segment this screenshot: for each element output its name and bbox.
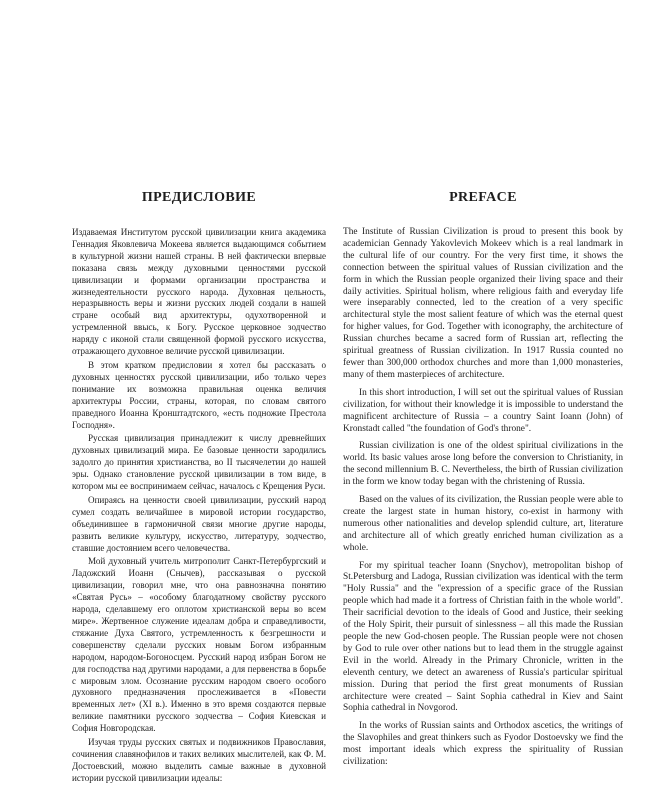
english-body	[343, 227, 623, 775]
russian-paragraph: Опираясь на ценности своей цивилизации, русский народ сумел создать величайшее в мировой истории государство, объединившее в гармоничной связи многие другие народы, развить великие культуру, искусство, литературу, зодчество, ставшие достоянием всего человечества.	[72, 494, 326, 553]
russian-paragraph: Русская цивилизация принадлежит к числу древнейших духовных цивилизаций мира. Ее базовые ценности зародились задолго до принятия христианства, во II тысячелетии до нашей эры. Однако становление русской цивилизации в том виде, в котором мы ее воспринимаем сейчас, началось с Крещения Руси.	[72, 433, 326, 492]
russian-body	[72, 227, 326, 787]
english-paragraph: The Institute of Russian Civilization is proud to present this book by academician Gennady Yakovlevich Mokeev which is a real landmark in the cultural life of our country. For the very first time, it shows the connection between the spiritual values of Russian civilization and the form in which the Russian people organized their living space and their daily activities. Spiritual holism, where religious faith and everyday life were inseparably connected, led to the creation of a very specific architectural style the most salient feature of which was the eternal quest for higher values, for God. Together with iconography, the architecture of Russian churches became a sacred form of Russian art, reflecting the spiritual greatness of Russian civilization. In 1917 Russia counted no fewer than 300,000 orthodox churches and more than 1,000 monasteries, many of them masterpieces of architecture.	[343, 227, 623, 380]
russian-heading: ПРЕДИСЛОВИЕ	[141, 190, 257, 205]
english-heading: PREFACE	[449, 190, 517, 205]
russian-paragraph: Изучая труды русских святых и подвижников Православия, сочинения славянофилов и таких великих мыслителей, как Ф. М. Достоевский, можно выделить самые важные в духовной истории русской цивилизации идеалы:	[72, 737, 326, 783]
russian-paragraph: В этом кратком предисловии я хотел бы рассказать о духовных ценностях русской цивилизации, ибо только через понимание их возможна правильная оценка величия архитектуры России, страны, которая, по словам святого праведного Иоанна Кронштадтского, «есть подножие Престола Господня».	[72, 359, 326, 430]
english-paragraph: In the works of Russian saints and Orthodox ascetics, the writings of the Slavophiles and great thinkers such as Fyodor Dostoevsky we find the most important ideals which express the spirituality of Russian civilization:	[343, 721, 623, 768]
english-paragraph: For my spiritual teacher Ioann (Snychov), metropolitan bishop of St.Petersburg and Ladoga, Russian civilization was identical with the term "Holy Russia" and the "expression of a specific grace of the Russian people which had made it a fortress of Christian faith in the whole world". Their sacrificial devotion to the ideals of Good and Justice, their seeking of the Holy Spirit, their pursuit of sinlessness – all this made the Russian people the new God-chosen people. The Russian people were not chosen by God to rule over other nations but to lead them in the struggle against Evil in the world. Already in the Primary Chronicle, written in the eleventh century, we detect an awareness of Russia's particular spiritual mission. During that period the first great monuments of Russian architecture were created – Saint Sophia cathedral in Kiev and Saint Sophia cathedral in Novgorod.	[343, 560, 623, 714]
english-paragraph: Based on the values of its civilization, the Russian people were able to create the largest state in human history, co-exist in harmony with numerous other nationalities and develop splendid culture, art, literature and architecture all of which greatly enriched human civilization as a whole.	[343, 495, 623, 553]
russian-paragraph: Мой духовный учитель митрополит Санкт-Петербургский и Ладожский Иоанн (Снычев), рассказывая о русской цивилизации, говорил мне, что она равнозначна понятию «Святая Русь» – «особому благодатному свойству русского народа, сделавшему его оплотом христианской веры во всем мире». Жертвенное служение идеалам добра и справедливости, стяжание Духа Святого, устремленность к безгрешности и совершенству сделали русских новым Богом избранным народом, народом-Богоносцем. Русский народ избран Богом не для господства над другими народами, а для первенства в борьбе с мировым злом. Осознание русским народом своего особого духовного предназначения прослеживается в «Повести временных лет» (XI в.). Именно в это время создаются первые великие памятники русского зодчества – София Киевская и София Новгородская.	[72, 556, 326, 734]
english-paragraph: Russian civilization is one of the oldest spiritual civilizations in the world. Its basic values arose long before the conversion to Christianity, in the second millennium B. C. Nevertheless, the birth of Russian civilization in the form we know today began with the christening of Russia.	[343, 441, 624, 488]
russian-paragraph: Издаваемая Институтом русской цивилизации книга академика Геннадия Яковлевича Мокеева является выдающимся событием в культурной жизни нашей страны. В ней фактически впервые показана связь между духовными ценностями русской цивилизации и формами организации пространства и жизнедеятельности русского народа. Духовная цельность, неразрывность веры и жизни русских людей создали в нашей стране особый вид архитектуры, одухотворенной и устремленной ввысь, к Богу. Русское церковное зодчество наряду с иконой стали священной формой русского искусства, отражающего духовное величие русской цивилизации.	[72, 227, 326, 357]
english-paragraph: In this short introduction, I will set out the spiritual values of Russian civilization, for without their knowledge it is impossible to understand the magnificent architecture of Russia – a country Saint Ioann (John) of Kronstadt called "the foundation of God's throne".	[343, 387, 623, 434]
